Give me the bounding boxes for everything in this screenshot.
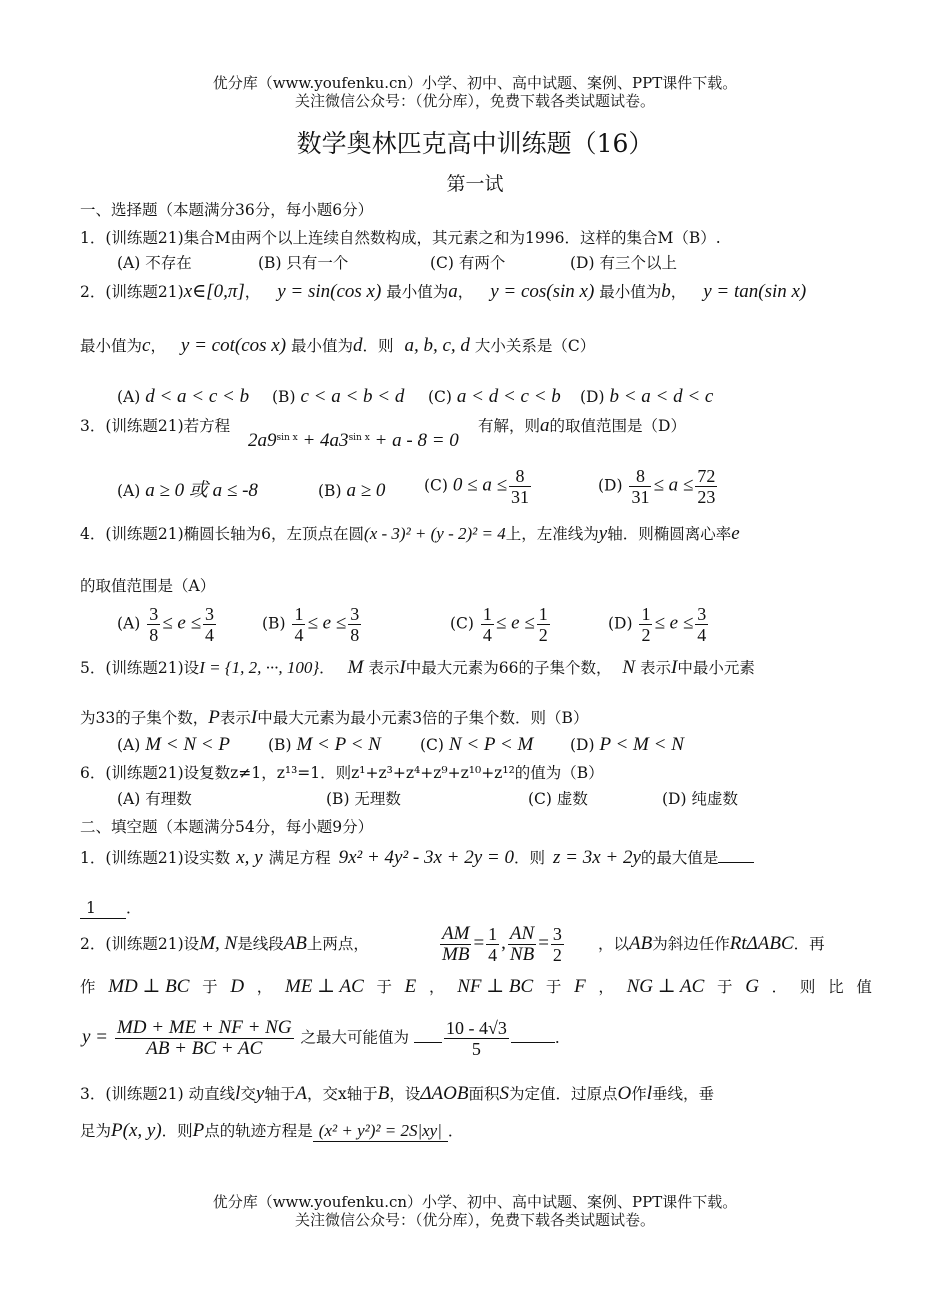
f2-line-3 [82, 1018, 570, 1059]
q2-label: 2．(训练题21) [80, 283, 184, 301]
q6-option-b: (B) 无理数 [326, 790, 401, 808]
f2-c1: ， [256, 978, 273, 996]
f3-label: 3．(训练题21) 动直线 [80, 1085, 236, 1103]
f1-answer: 1 [80, 898, 126, 919]
f2-nf: NF ⊥ BC [457, 976, 534, 997]
f3-a: A [295, 1083, 307, 1104]
q3-opt-c-den: 31 [511, 487, 530, 507]
f2-1: 1 [488, 924, 498, 944]
f1-then: ．则 [514, 849, 546, 867]
q3-option-b [318, 480, 385, 502]
q4-opt-d-frac1 [639, 604, 652, 645]
q2-min-c: 最小值为 [80, 337, 143, 355]
f3-axis-at: 轴于 [264, 1085, 296, 1103]
q3-option-a [117, 480, 258, 502]
q5-opt-d-label: (D) [570, 736, 595, 754]
q4-directrix: 上，左准线为 [505, 525, 599, 543]
f2-ratio-2: 值 [856, 978, 872, 996]
f2-f: F [574, 976, 586, 997]
q5-set: I = {1, 2, ···, 100} [199, 658, 320, 677]
q4-opt-b-frac2 [348, 604, 361, 645]
q5-var-m: M [347, 657, 364, 678]
f2-again: ．再 [793, 935, 825, 953]
q3-option-c [424, 466, 533, 507]
q4-var-e: e [731, 523, 740, 544]
q5-min33: 为33的子集个数， [80, 709, 209, 727]
q4-opt-b-frac1 [292, 604, 305, 645]
f2-hyp: AB [629, 933, 653, 954]
f1-line-1 [80, 848, 754, 868]
q2-opt-a-expr: d < a < c < b [145, 386, 250, 407]
f2-c2: ， [428, 978, 445, 996]
q2-sep-1: ， [244, 283, 261, 301]
q4-opt-c-mid: ≤ e ≤ [495, 612, 535, 634]
f2-c3: ， [598, 978, 614, 996]
q5-sep: ． [319, 659, 335, 677]
f3-pxy: P(x, y) [111, 1120, 162, 1141]
f2-seg-ab: AB [283, 933, 307, 954]
f2-mb: MB [442, 944, 470, 965]
f2-me: ME ⊥ AC [285, 976, 364, 997]
q1-option-c: (C) 有两个 [430, 254, 506, 272]
f2-nb: NB [509, 944, 535, 965]
q2-domain: x∈[0,π] [183, 281, 245, 302]
f3-end: ． [447, 1122, 464, 1140]
f2-big-num: MD + ME + NF + NG [116, 1017, 292, 1038]
q4-opt-a-n2: 3 [205, 604, 215, 624]
q4-option-b [262, 604, 363, 645]
q4-opt-b-d1: 4 [294, 625, 304, 645]
section-fill-heading: 二、填空题（本题满分54分，每小题9分） [80, 818, 374, 836]
q2-func-d: y = cot(cos x) [180, 335, 287, 356]
q5-opt-c-expr: N < P < M [448, 734, 534, 755]
f2-triangle: RtΔABC [729, 933, 794, 954]
q3-opt-c-expr: 0 ≤ a ≤ [452, 474, 508, 496]
q3-label: 3．(训练题21)若方程 [80, 417, 231, 435]
q3-has-solution: 有解，则 [478, 417, 541, 435]
f2-answer [444, 1018, 509, 1059]
f2-make: 为斜边任作 [652, 935, 730, 953]
q4-opt-d-label: (D) [608, 614, 633, 633]
f3-cross-x: ，交x轴于 [306, 1085, 378, 1103]
f1-label: 1．(训练题21)设实数 [80, 849, 231, 867]
q4-opt-d-d1: 2 [641, 625, 651, 645]
f3-b: B [377, 1083, 390, 1104]
q2-option-a [117, 386, 249, 408]
q4-opt-a-d2: 4 [205, 625, 215, 645]
f3-y: y [255, 1083, 265, 1104]
q2-sep-4: ， [150, 337, 166, 355]
q5-opt-b-label: (B) [268, 736, 292, 754]
f2-then: 则 [799, 978, 816, 996]
page-subtitle: 第一试 [446, 173, 504, 195]
q2-ask: 大小关系是（C） [474, 337, 596, 355]
q5-opt-a-label: (A) [117, 736, 141, 754]
q5-denote-1: 表示 [368, 659, 400, 677]
f3-line-2 [80, 1121, 463, 1142]
f2-ans-num: 10 - 4√3 [445, 1018, 507, 1038]
q4-opt-a-d1: 8 [149, 625, 159, 645]
q3-opt-d-den2: 23 [697, 487, 716, 507]
q6-option-c: (C) 虚数 [528, 790, 588, 808]
q4-opt-a-n1: 3 [149, 604, 159, 624]
f3-s: S [499, 1083, 509, 1104]
q4-opt-b-d2: 8 [350, 625, 360, 645]
f3-cross: 交 [240, 1085, 256, 1103]
q4-opt-a-mid: ≤ e ≤ [162, 612, 202, 634]
q3-opt-d-num1: 8 [629, 466, 651, 487]
q2-opt-d-expr: b < a < d < c [609, 386, 714, 407]
f2-at3: 于 [545, 978, 562, 996]
f3-locus: 点的轨迹方程是 [204, 1122, 313, 1140]
q2-opt-c-expr: a < d < c < b [456, 386, 561, 407]
q3-eq-part2: + 4a3 [297, 430, 349, 452]
q4-eccentricity: 轴．则椭圆离心率 [607, 525, 732, 543]
q4-y-axis: y [598, 523, 608, 544]
f2-eq1: = [473, 932, 485, 954]
f1-equation: 9x² + 4y² - 3x + 2y = 0 [338, 847, 514, 868]
q3-opt-a-label: (A) [117, 482, 141, 500]
q3-opt-a-expr: a ≥ 0 或 a ≤ -8 [145, 480, 258, 501]
q4-opt-c-label: (C) [450, 614, 474, 633]
f2-frac-am [440, 924, 471, 965]
f3-area: 面积 [468, 1085, 500, 1103]
q4-opt-d-frac2 [695, 604, 708, 645]
q4-opt-c-n1: 1 [482, 604, 492, 624]
q3-eq-part3: + a - 8 = 0 [369, 430, 459, 452]
q4-opt-a-frac2 [203, 604, 216, 645]
q2-line-1 [80, 282, 806, 302]
q2-opt-b-expr: c < a < b < d [300, 386, 405, 407]
q5-var-n: N [622, 657, 636, 678]
page-title: 数学奥林匹克高中训练题（16） [296, 129, 654, 158]
q2-line-2 [80, 336, 595, 356]
q3-opt-d-expr: ≤ a ≤ [653, 474, 694, 496]
q5-min-elem: 中最小元素 [677, 659, 755, 677]
q3-opt-d-den1: 31 [631, 487, 650, 507]
q5-var-p: P [208, 707, 220, 728]
f2-am: AM [442, 923, 470, 944]
f2-line-1b [598, 934, 825, 954]
q4-opt-b-label: (B) [262, 614, 286, 633]
q3-eq-part1: 2a9 [248, 430, 277, 452]
q5-opt-b-expr: M < P < N [296, 734, 381, 755]
f2-ratio-1: 比 [828, 978, 844, 996]
q5-var-i1: I [399, 657, 406, 678]
f3-perp: 垂线，垂 [652, 1085, 715, 1103]
q4-option-a [117, 604, 218, 645]
f2-period: ． [771, 978, 788, 996]
q5-option-c [420, 734, 533, 756]
f2-ng: NG ⊥ AC [626, 976, 705, 997]
q3-eq-sup2: sin x [348, 433, 370, 443]
q3-opt-d-frac1 [629, 466, 651, 507]
q6-option-a: (A) 有理数 [117, 790, 192, 808]
q6-text: 6．(训练题21)设复数z≠1，z¹³=1．则z¹+z³+z⁴+z⁹+z¹⁰+z¹²的值为（B） [80, 764, 604, 782]
q3-opt-b-expr: a ≥ 0 [346, 480, 386, 501]
q2-var-c: c [142, 335, 151, 356]
q5-option-b [268, 734, 381, 756]
q2-option-d [580, 386, 713, 408]
q2-func-b: y = cos(sin x) [490, 281, 595, 302]
f2-make2: 作 [80, 978, 96, 996]
q2-var-b: b [661, 281, 671, 302]
f2-eq2: = [538, 932, 549, 954]
f2-d: D [230, 976, 245, 997]
q3-var-a: a [540, 415, 550, 436]
f3-then: ．则 [161, 1122, 193, 1140]
q5-denote-2: 表示 [640, 659, 672, 677]
q3-opt-c-num: 8 [509, 466, 531, 487]
q5-line-1 [80, 658, 755, 678]
q4-opt-d-n1: 1 [641, 604, 651, 624]
q3-option-d [598, 466, 719, 507]
f2-g: G [745, 976, 759, 997]
q1-option-d: (D) 有三个以上 [570, 254, 677, 272]
f2-an: AN [509, 923, 535, 944]
q2-opt-a-label: (A) [117, 388, 141, 406]
q3-ask: 的取值范围是（D） [549, 417, 686, 435]
f2-at1: 于 [202, 978, 218, 996]
f2-y: y = [82, 1026, 109, 1048]
header-line-2: 关注微信公众号：（优分库），免费下载各类试题试卷。 [294, 92, 655, 110]
q2-func-a: y = sin(cos x) [277, 281, 382, 302]
q4-opt-d-d2: 4 [697, 625, 707, 645]
q1-option-a: (A) 不存在 [117, 254, 192, 272]
q2-min-a: 最小值为 [386, 283, 449, 301]
f1-ask: 的最大值是 [640, 849, 719, 867]
q5-opt-c-label: (C) [420, 736, 444, 754]
f2-ratio [438, 924, 566, 965]
q4-opt-c-frac1 [481, 604, 494, 645]
q3-opt-d-num2: 72 [697, 466, 716, 486]
q4-opt-c-frac2 [537, 604, 550, 645]
f3-ans-expr: (x² + y²)² = 2S|xy| [318, 1121, 442, 1140]
q2-sep-3: ， [670, 283, 687, 301]
f1-satisfy: 满足方程 [268, 849, 331, 867]
q3-opt-b-label: (B) [318, 482, 342, 500]
q2-var-d: d [353, 335, 363, 356]
q4-opt-c-d1: 4 [482, 625, 492, 645]
f3-answer [313, 1121, 448, 1142]
q3-equation [248, 428, 459, 451]
q4-opt-b-n2: 3 [350, 604, 360, 624]
q2-var-a: a [448, 281, 458, 302]
q5-var-i2: I [671, 657, 678, 678]
q4-opt-a-label: (A) [117, 614, 141, 633]
q5-line-2 [80, 708, 588, 728]
q1-option-b: (B) 只有一个 [258, 254, 349, 272]
f2-end: ． [554, 1028, 571, 1047]
q5-max66: 中最大元素为66的子集个数， [405, 659, 612, 677]
f2-label: 2．(训练题21)设 [80, 935, 200, 953]
q2-func-c: y = tan(sin x) [703, 281, 807, 302]
q2-opt-c-label: (C) [428, 388, 452, 406]
f2-blank-start [414, 1030, 442, 1043]
f2-at4: 于 [717, 978, 733, 996]
section-choice-heading: 一、选择题（本题满分36分，每小题6分） [80, 201, 374, 219]
f2-line-1 [80, 934, 369, 954]
q4-opt-d-mid: ≤ e ≤ [654, 612, 694, 634]
f2-line-2 [80, 977, 872, 997]
f2-two-points: 上两点， [306, 935, 369, 953]
q3-line-1b [478, 416, 686, 436]
q4-option-d [608, 604, 710, 645]
f2-frac-an [508, 924, 536, 965]
f2-points: M, N [199, 933, 238, 954]
f1-line-2 [80, 898, 142, 919]
f3-let: ，设 [389, 1085, 421, 1103]
q4-line-1 [80, 524, 740, 544]
f2-big-frac [115, 1018, 294, 1059]
q5-ask: 中最大元素为最小元素3倍的子集个数．则（B） [257, 709, 589, 727]
q4-option-c [450, 604, 552, 645]
q4-opt-c-n2: 1 [538, 604, 548, 624]
f2-4: 4 [488, 945, 498, 965]
q4-opt-c-d2: 2 [538, 625, 548, 645]
f1-end: ． [126, 899, 142, 917]
f2-at2: 于 [376, 978, 392, 996]
f2-3: 3 [552, 924, 562, 944]
f2-md: MD ⊥ BC [108, 976, 190, 997]
q1-text: 1．(训练题21)集合M由两个以上连续自然数构成，其元素之和为1996．这样的集合M（B）. [80, 229, 721, 247]
f2-max: 之最大可能值为 [300, 1028, 410, 1047]
f2-frac-32 [551, 924, 564, 965]
f3-aob: ΔAOB [420, 1083, 469, 1104]
f3-o: O [617, 1083, 632, 1104]
q3-opt-c-frac [509, 466, 531, 507]
q5-var-i3: I [250, 707, 258, 728]
f2-frac-14 [486, 924, 499, 965]
q4-line-2: 的取值范围是（A） [80, 577, 216, 595]
f2-2: 2 [552, 945, 562, 965]
f2-on-seg: 是线段 [237, 935, 284, 953]
q2-option-c [428, 386, 561, 408]
q4-opt-b-n1: 1 [294, 604, 304, 624]
q3-opt-c-label: (C) [424, 476, 448, 495]
q2-opt-b-label: (B) [272, 388, 296, 406]
q4-circle-eq: (x - 3)² + (y - 2)² = 4 [364, 524, 506, 543]
f3-foot: 足为 [80, 1122, 112, 1140]
q5-option-a [117, 734, 230, 756]
footer-line-2: 关注微信公众号：（优分库），免费下载各类试题试卷。 [294, 1211, 655, 1229]
q6-option-d: (D) 纯虚数 [662, 790, 738, 808]
q2-option-b [272, 386, 404, 408]
q4-opt-d-n2: 3 [697, 604, 707, 624]
f2-e: E [404, 976, 417, 997]
f3-line-l: l [235, 1083, 241, 1104]
q5-opt-d-expr: P < M < N [599, 734, 684, 755]
f3-p: P [192, 1120, 205, 1141]
f3-line-1 [80, 1084, 714, 1104]
f2-big-den: AB + BC + AC [146, 1038, 263, 1059]
f2-with: ，以 [598, 935, 630, 953]
q4-label: 4．(训练题21)椭圆长轴为6，左顶点在圆 [80, 525, 365, 543]
f3-make: 作 [631, 1085, 647, 1103]
q2-sep-2: ， [457, 283, 474, 301]
f1-z-expr: z = 3x + 2y [553, 847, 641, 868]
q5-label: 5．(训练题21)设 [80, 659, 200, 677]
q2-then: ．则 [362, 337, 394, 355]
q2-opt-d-label: (D) [580, 388, 605, 406]
q3-opt-d-frac2 [695, 466, 717, 507]
q3-line-1 [80, 416, 230, 436]
f2-blank-end [511, 1030, 555, 1043]
header-line-1: 优分库（www.youfenku.cn）小学、初中、高中试题、案例、PPT课件下载。 [212, 74, 738, 92]
f2-comma: , [501, 932, 506, 954]
q5-opt-a-expr: M < N < P [145, 734, 230, 755]
q5-option-d [570, 734, 684, 756]
q4-opt-b-mid: ≤ e ≤ [307, 612, 347, 634]
q2-min-b: 最小值为 [599, 283, 662, 301]
f3-line-l2: l [646, 1083, 652, 1104]
f1-blank-end [718, 850, 754, 863]
f1-vars: x, y [236, 847, 263, 868]
f3-const: 为定值．过原点 [508, 1085, 618, 1103]
q3-eq-sup1: sin x [276, 433, 298, 443]
q4-opt-a-frac1 [147, 604, 160, 645]
q5-denote-3: 表示 [219, 709, 251, 727]
q2-vars: a, b, c, d [404, 335, 470, 356]
q3-opt-d-label: (D) [598, 476, 623, 495]
f2-ans-den: 5 [471, 1039, 481, 1059]
footer-line-1: 优分库（www.youfenku.cn）小学、初中、高中试题、案例、PPT课件下载。 [212, 1193, 738, 1211]
q2-min-d: 最小值为 [290, 337, 353, 355]
